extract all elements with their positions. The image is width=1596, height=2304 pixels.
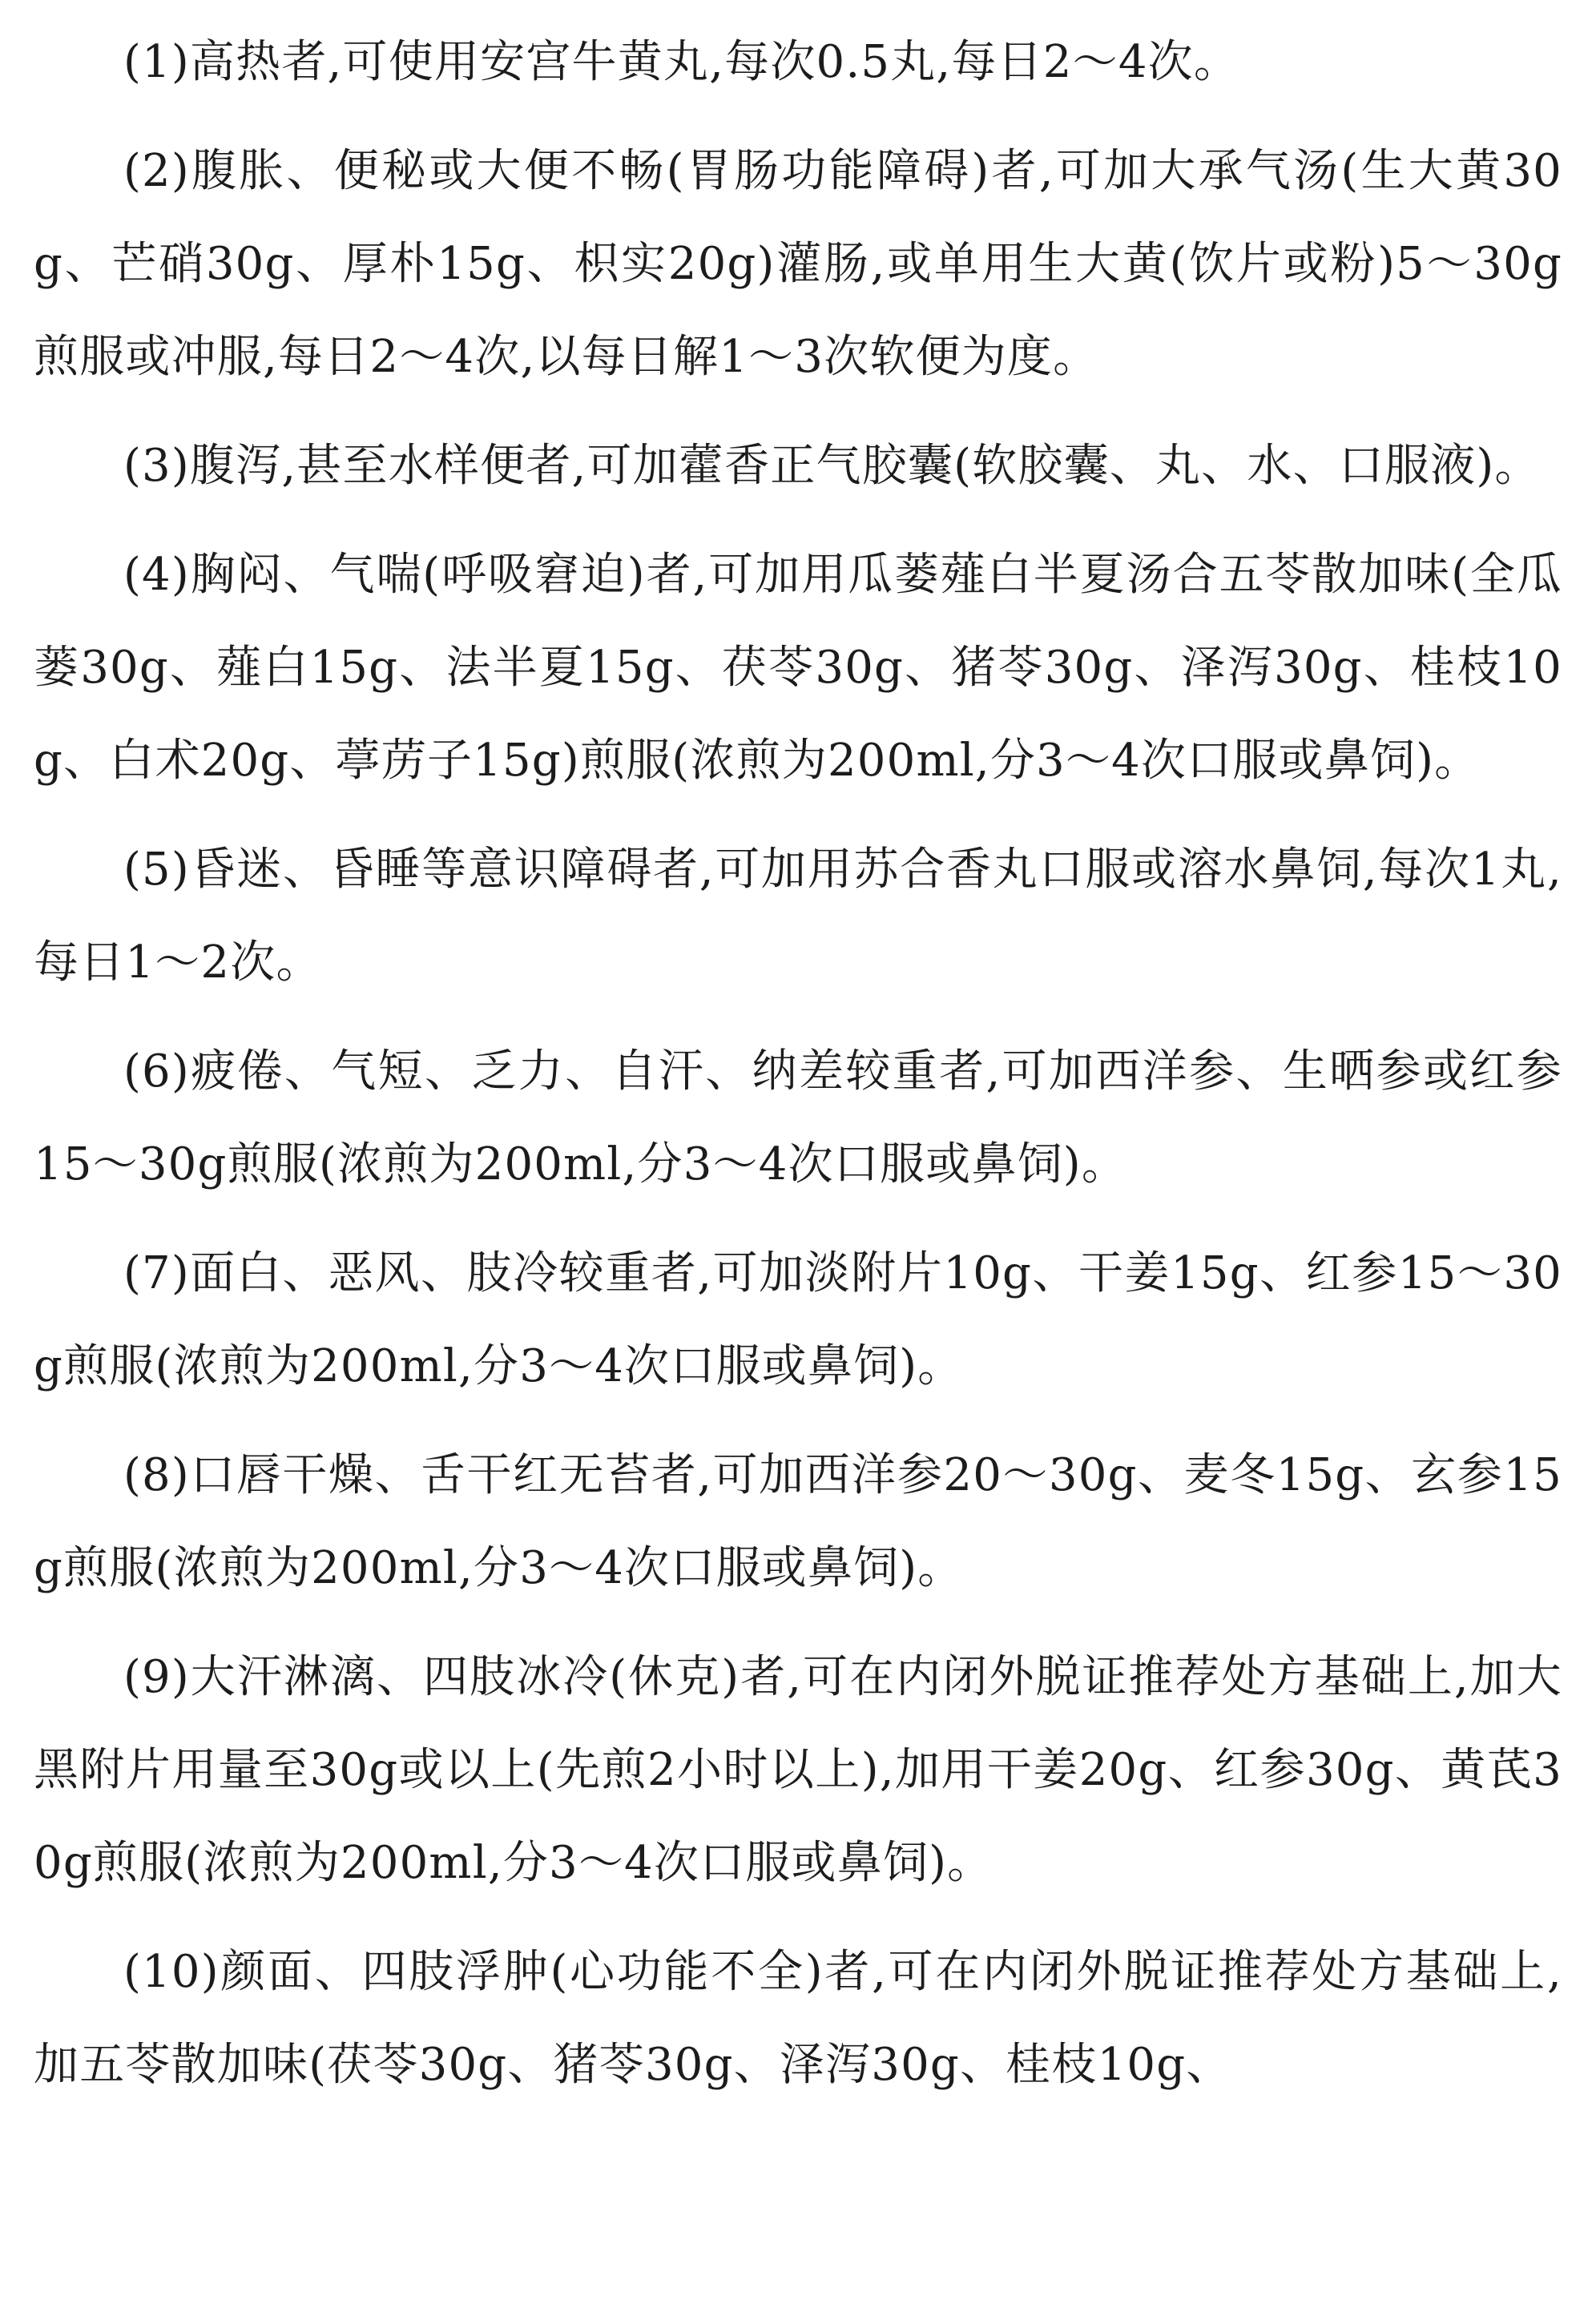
paragraph-item-1: (1)高热者,可使用安宫牛黄丸,每次0.5丸,每日2～4次。 xyxy=(123,36,1240,88)
paragraph-item-4: (4)胸闷、气喘(呼吸窘迫)者,可加用瓜蒌薤白半夏汤合五苓散加味(全瓜蒌30g、薤白15g、法半夏15g、茯苓30g、猪苓30g、泽泻30g、桂枝10g、白术20g、葶苈子15g)煎服(浓煎为200ml,分3～4次口服或鼻饲)。 xyxy=(34,549,1562,787)
paragraph-item-10: (10)颜面、四肢浮肿(心功能不全)者,可在内闭外脱证推荐处方基础上,加五苓散加味(茯苓30g、猪苓30g、泽泻30g、桂枝10g、 xyxy=(34,1946,1562,2091)
paragraph-item-5: (5)昏迷、昏睡等意识障碍者,可加用苏合香丸口服或溶水鼻饲,每次1丸,每日1～2次。 xyxy=(34,844,1562,989)
paragraph-item-8: (8)口唇干燥、舌干红无苔者,可加西洋参20～30g、麦冬15g、玄参15g煎服(浓煎为200ml,分3～4次口服或鼻饲)。 xyxy=(34,1449,1562,1594)
paragraph-item-3: (3)腹泻,甚至水样便者,可加藿香正气胶囊(软胶囊、丸、水、口服液)。 xyxy=(123,440,1541,492)
paragraph-item-7: (7)面白、恶风、肢冷较重者,可加淡附片10g、干姜15g、红参15～30g煎服(浓煎为200ml,分3～4次口服或鼻饲)。 xyxy=(34,1247,1562,1392)
paragraph-item-6: (6)疲倦、气短、乏力、自汗、纳差较重者,可加西洋参、生晒参或红参15～30g煎服(浓煎为200ml,分3～4次口服或鼻饲)。 xyxy=(34,1045,1562,1190)
paragraph-item-2: (2)腹胀、便秘或大便不畅(胃肠功能障碍)者,可加大承气汤(生大黄30g、芒硝30g、厚朴15g、枳实20g)灌肠,或单用生大黄(饮片或粉)5～30g煎服或冲服,每日2～4次,以每日解1～3次软便为度。 xyxy=(34,145,1562,383)
paragraph-item-9: (9)大汗淋漓、四肢冰冷(休克)者,可在内闭外脱证推荐处方基础上,加大黑附片用量至30g或以上(先煎2小时以上),加用干姜20g、红参30g、黄芪30g煎服(浓煎为200ml,分3～4次口服或鼻饲)。 xyxy=(34,1651,1562,1889)
